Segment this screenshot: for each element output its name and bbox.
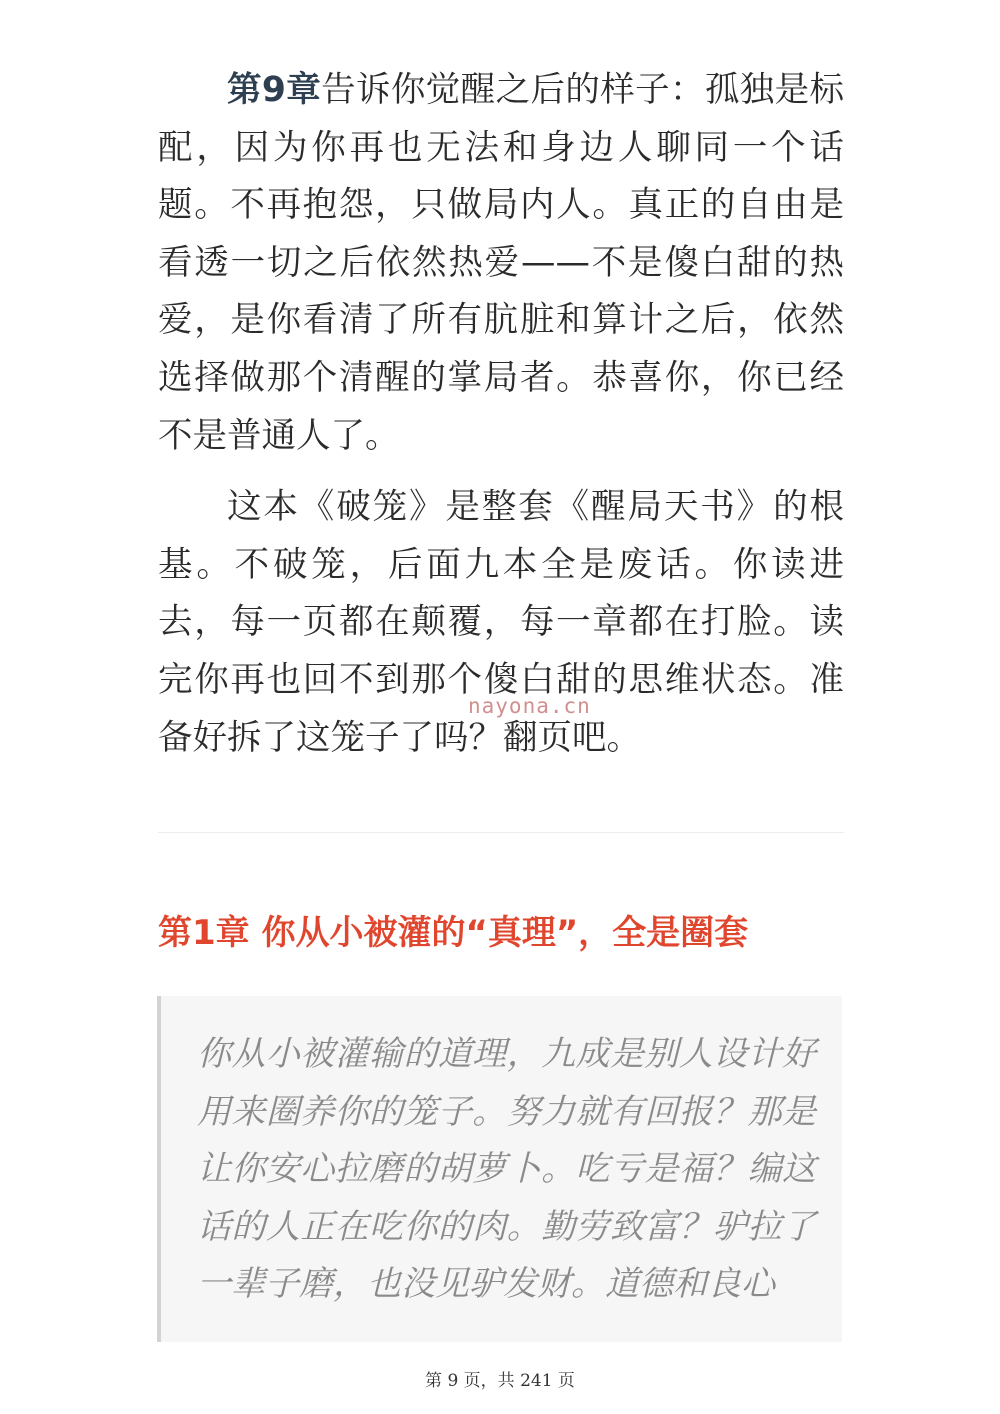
chapter-heading: 第1章 你从小被灌的“真理”，全是圈套 <box>158 913 749 953</box>
paragraph-chapter-9-summary <box>158 62 844 465</box>
paragraph-book-intro <box>158 479 844 767</box>
section-divider <box>158 832 844 833</box>
page-number-footer: 第 9 页，共 241 页 <box>425 1371 575 1391</box>
paragraph-text: 这本《破笼》是整套《醒局天书》的根基。不破笼，后面九本全是废话。你读进去，每一页都在颠覆，每一章都在打脸。读完你再也回不到那个傻白甜的思维状态。准备好拆了这笼子了吗？翻页吧。 <box>158 487 844 758</box>
chapter-quote-text: 你从小被灌输的道理，九成是别人设计好用来圈养你的笼子。努力就有回报？那是让你安心拉磨的胡萝卜。吃亏是福？编这话的人正在吃你的肉。勤劳致富？驴拉了一辈子磨，也没见驴发财。道德和良心 <box>197 1034 816 1305</box>
chapter-quote-block <box>157 996 842 1342</box>
chapter-9-label: 第9章 <box>227 70 322 110</box>
body-content <box>158 62 844 767</box>
paragraph-text: 告诉你觉醒之后的样子：孤独是标配，因为你再也无法和身边人聊同一个话题。不再抱怨，只做局内人。真正的自由是看透一切之后依然热爱——不是傻白甜的热爱，是你看清了所有肮脏和算计之后，依然选择做那个清醒的掌局者。恭喜你，你已经不是普通人了。 <box>158 70 844 456</box>
watermark: nayona.cn <box>468 694 591 718</box>
